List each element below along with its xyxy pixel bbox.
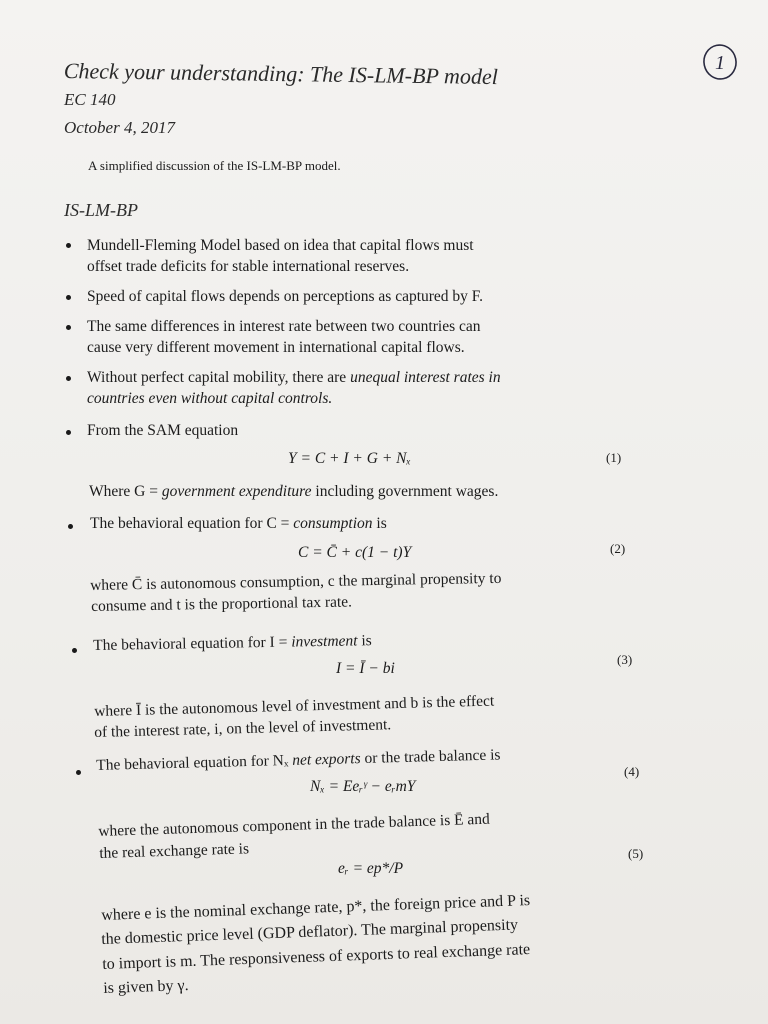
svg-text:1: 1 bbox=[715, 52, 725, 74]
bullet-dot bbox=[66, 295, 71, 300]
abstract: A simplified discussion of the IS-LM-BP model. bbox=[88, 158, 341, 173]
bullet-text-6: The behavioral equation for C = consumption is bbox=[90, 515, 387, 532]
equation-number-4: (4) bbox=[624, 764, 640, 779]
bullet-dot bbox=[66, 376, 71, 381]
equation-4-description-b: the real exchange rate is bbox=[99, 840, 250, 862]
equation-3-description-b: of the interest rate, i, on the level of investment. bbox=[94, 716, 392, 741]
equation-2: C = C̄ + c(1 − t)Y bbox=[298, 544, 412, 561]
equation-1: Y = C + I + G + Nₓ bbox=[288, 450, 411, 467]
equation-5: eᵣ = ep*/P bbox=[338, 860, 404, 877]
equation-4: Nₓ = Eeᵣᵞ − eᵣmY bbox=[310, 778, 416, 795]
equation-2-description-a: where C̄ is autonomous consumption, c the marginal propensity to bbox=[90, 569, 502, 594]
equation-3-description-a: where Ī is the autonomous level of investment and b is the effect bbox=[94, 692, 495, 720]
bullet-text-5: From the SAM equation bbox=[87, 422, 239, 439]
equation-number-2: (2) bbox=[610, 541, 626, 556]
equation-number-1: (1) bbox=[606, 450, 622, 465]
bullet-text-7: The behavioral equation for I = investment is bbox=[93, 632, 372, 654]
course-code: EC 140 bbox=[64, 90, 116, 109]
bullet-dot bbox=[66, 325, 71, 330]
section-heading: IS-LM-BP bbox=[64, 200, 138, 220]
bullet-dot bbox=[68, 524, 73, 529]
bullet-dot bbox=[76, 770, 81, 775]
bullet-text-1b: offset trade deficits for stable international reserves. bbox=[87, 258, 410, 275]
equation-number-5: (5) bbox=[628, 846, 644, 861]
equation-4-description-a: where the autonomous component in the trade balance is Ē and bbox=[98, 810, 491, 840]
document-date: October 4, 2017 bbox=[64, 118, 175, 137]
equation-number-3: (3) bbox=[617, 652, 633, 667]
bullet-dot bbox=[72, 648, 77, 653]
bullet-text-4a: Without perfect capital mobility, there are unequal interest rates in bbox=[87, 369, 501, 386]
bullet-text-4b: countries even without capital controls. bbox=[87, 390, 333, 407]
bullet-text-2: Speed of capital flows depends on perceptions as captured by F. bbox=[87, 288, 484, 305]
bullet-text-1a: Mundell-Fleming Model based on idea that capital flows must bbox=[87, 237, 474, 254]
bullet-text-3b: cause very different movement in international capital flows. bbox=[87, 339, 465, 356]
equation-1-description: Where G = government expenditure including government wages. bbox=[89, 483, 499, 500]
equation-2-description-b: consume and t is the proportional tax rate. bbox=[91, 593, 353, 615]
equation-5-description-d: is given by γ. bbox=[103, 977, 189, 997]
bullet-dot bbox=[66, 430, 71, 435]
bullet-text-3a: The same differences in interest rate between two countries can bbox=[87, 318, 481, 335]
equation-5-description-a: where e is the nominal exchange rate, p*, the foreign price and P is bbox=[101, 892, 531, 924]
document-title: Check your understanding: The IS-LM-BP model bbox=[63, 58, 498, 90]
equation-5-description-c: to import is m. The responsiveness of exports to real exchange rate bbox=[102, 941, 531, 973]
equation-3: I = Ī − bi bbox=[336, 660, 395, 677]
equation-5-description-b: the domestic price level (GDP deflator). The marginal propensity bbox=[101, 916, 519, 948]
bullet-dot bbox=[66, 243, 71, 248]
bullet-text-8: The behavioral equation for Nₓ net exports or the trade balance is bbox=[96, 746, 501, 774]
